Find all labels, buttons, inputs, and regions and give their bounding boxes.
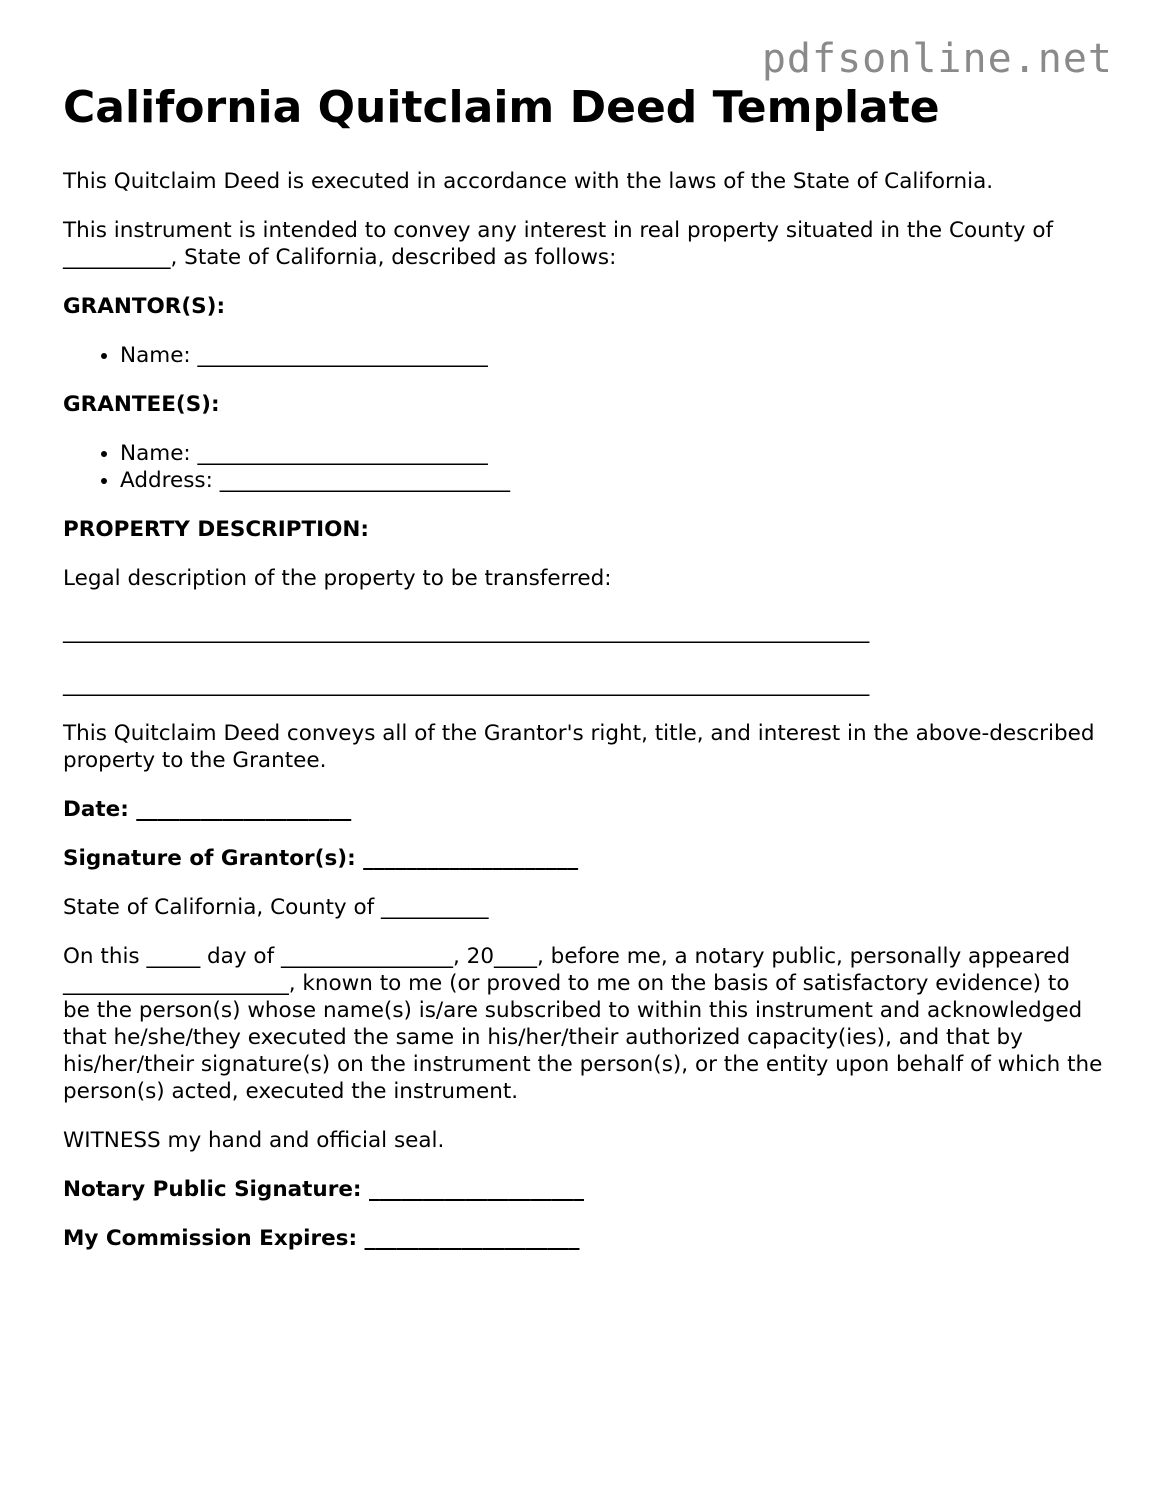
- commission-expires-field: My Commission Expires: ____________________: [63, 1226, 580, 1251]
- grantor-list: [63, 342, 1103, 369]
- date-field: Date: ____________________: [63, 797, 352, 822]
- property-description-line-1: ___________________________________________________________________________: [63, 619, 870, 644]
- document-title: California Quitclaim Deed Template: [63, 82, 940, 133]
- grantor-heading: GRANTOR(S):: [63, 294, 226, 319]
- grantee-name-field: • Name: ___________________________: [120, 440, 1103, 467]
- notary-signature-field: Notary Public Signature: ____________________: [63, 1177, 584, 1202]
- county-field: State of California, County of __________: [63, 895, 489, 920]
- document-page: [63, 78, 1103, 1274]
- intro-paragraph-2: This instrument is intended to convey any interest in real property situated in the County of __________, State of California, described as follows:: [63, 218, 1054, 270]
- property-description-label: Legal description of the property to be transferred:: [63, 566, 612, 591]
- witness-statement: WITNESS my hand and official seal.: [63, 1128, 445, 1153]
- watermark: pdfsonline.net: [761, 36, 1113, 82]
- notary-acknowledgment-paragraph: On this _____ day of ________________, 20____, before me, a notary public, personally appeared _____________________, known to me (or proved to me on the basis of satisfactory evidence) to be the person(s) whose name(s) is/are subscribed to within this instrument and acknowledged that he/she/they executed the same in his/her/their authorized capacity(ies), and that by his/her/their signature(s) on the instrument the person(s), or the entity upon behalf of which the person(s) acted, executed the instrument.: [63, 944, 1103, 1104]
- grantor-name-field: • Name: ___________________________: [120, 342, 1103, 369]
- intro-paragraph-1: This Quitclaim Deed is executed in accordance with the laws of the State of California.: [63, 169, 994, 194]
- grantee-address-field: • Address: ___________________________: [120, 467, 1103, 494]
- property-heading: PROPERTY DESCRIPTION:: [63, 517, 369, 542]
- grantor-signature-field: Signature of Grantor(s): ____________________: [63, 846, 579, 871]
- conveyance-paragraph: This Quitclaim Deed conveys all of the Grantor's right, title, and interest in the above-described property to the Grantee.: [63, 721, 1095, 773]
- grantee-list: [63, 440, 1103, 494]
- grantee-heading: GRANTEE(S):: [63, 392, 220, 417]
- property-description-line-2: ___________________________________________________________________________: [63, 672, 870, 697]
